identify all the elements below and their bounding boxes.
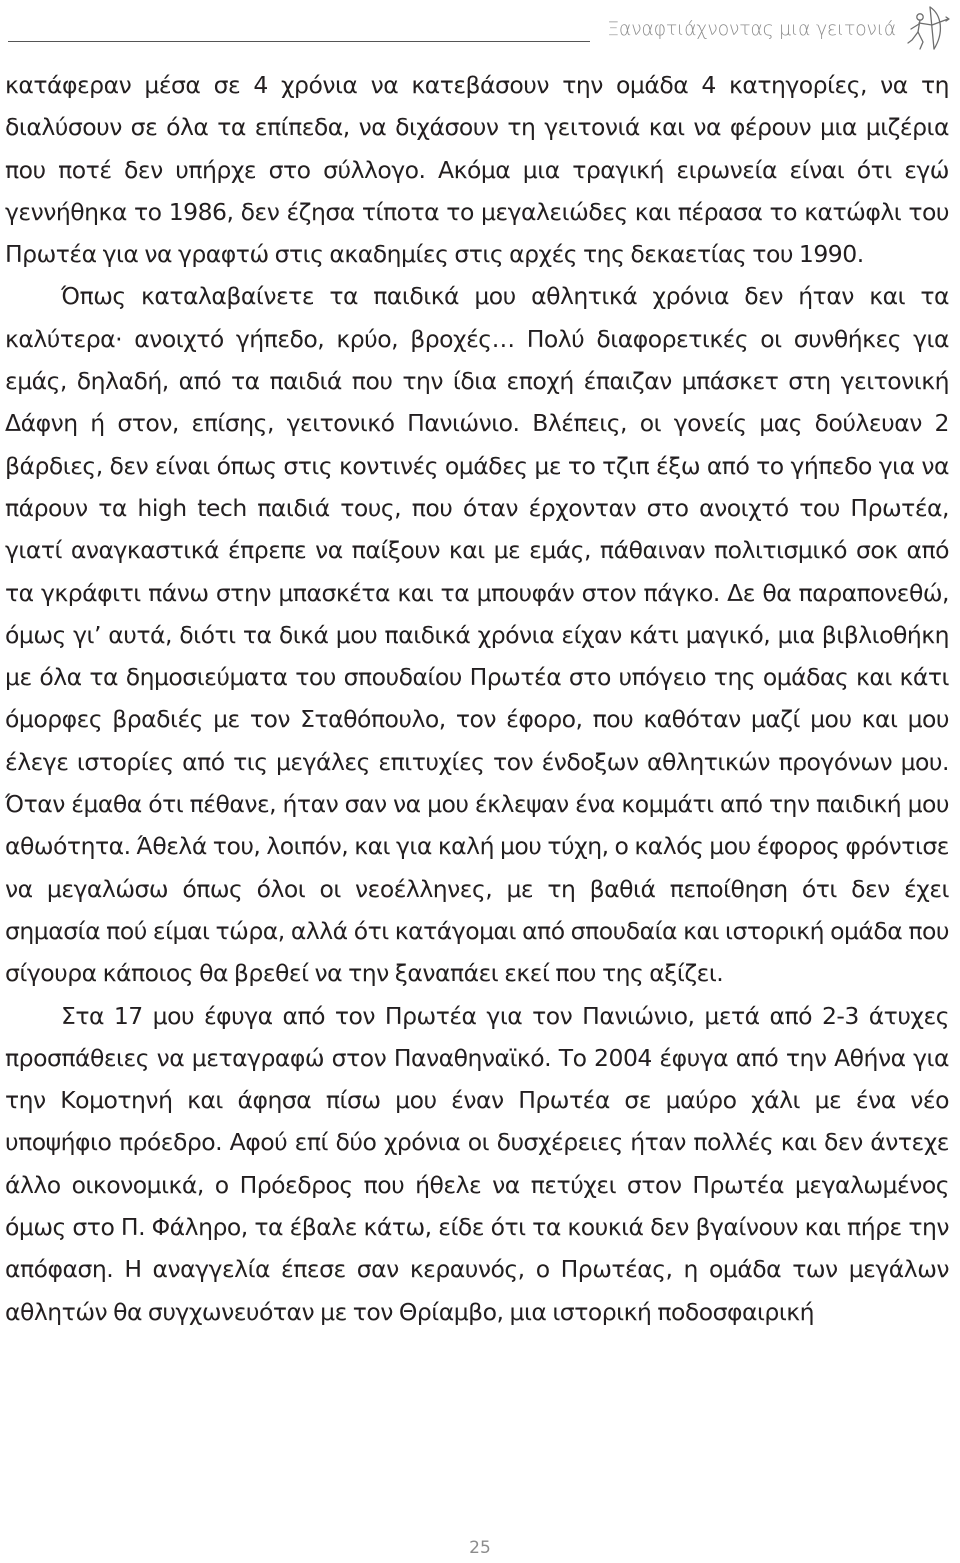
page-header xyxy=(0,0,960,62)
header-rule xyxy=(8,41,590,42)
paragraph: Στα 17 μου έφυγα από τον Πρωτέα για τον Πανιώνιο, μετά από 2-3 άτυχες προσπάθειες να μεταγραφώ στον Παναθηναϊκό. Το 2004 έφυγα από την Αθήνα για την Κομοτηνή και άφησα πίσω μου έναν Πρωτέα σε μαύρο χάλι με ένα νέο υποψήφιο πρόεδρο. Αφού επί δύο χρόνια οι δυσχέρειες ήταν πολλές και δεν άντεχε άλλο οικονομικά, ο Πρόεδρος που ήθελε να πετύχει στον Πρωτέα μεγαλωμένος όμως στο Π. Φάληρο, τα έβαλε κάτω, είδε ότι τα κουκιά δεν βγαίνουν και πήρε την απόφαση. Η αναγγελία έπεσε σαν κεραυνός, ο Πρωτέας, η ομάδα των μεγάλων αθλητών θα συγχωνευόταν με τον Θρίαμβο, μια ιστορική ποδοσφαιρική xyxy=(5,1001,949,1326)
page-number: 25 xyxy=(469,1538,491,1558)
archer-figure-icon xyxy=(904,3,954,53)
body-text xyxy=(5,64,949,1333)
paragraph: Όπως καταλαβαίνετε τα παιδικά μου αθλητικά χρόνια δεν ήταν και τα καλύτερα· ανοιχτό γήπεδο, κρύο, βροχές… Πολύ διαφορετικές οι συνθήκες για εμάς, δηλαδή, από τα παιδιά που την ίδια εποχή έπαιζαν μπάσκετ στη γειτονική Δάφνη ή στον, επίσης, γειτονικό Πανιώνιο. Βλέπεις, οι γονείς μας δούλευαν 2 βάρδιες, δεν είναι όπως στις κοντινές ομάδες με το τζιπ έξω από το γήπεδο για να πάρουν τα high tech παιδιά τους, που όταν έρχονταν στο ανοιχτό του Πρωτέα, γιατί αναγκαστικά έπρεπε να παίξουν και με εμάς, πάθαιναν πολιτισμικό σοκ από τα γκράφιτι πάνω στην μπασκέτα και τα μπουφάν στον πάγκο. Δε θα παραπονεθώ, όμως γι’ αυτά, διότι τα δικά μου παιδικά χρόνια είχαν κάτι μαγικό, μια βιβλιοθήκη με όλα τα δημοσιεύματα του σπουδαίου Πρωτέα στο υπόγειο της ομάδας και κάτι όμορφες βραδιές με τον Σταθόπουλο, τον έφορο, που καθόταν μαζί μου και μου έλεγε ιστορίες από τις μεγάλες επιτυχίες τον ένδοξων αθλητικών προγόνων μου. Όταν έμαθα ότι πέθανε, ήταν σαν να μου έκλεψαν ένα κομμάτι από την παιδική μου αθωότητα. Άθελά του, λοιπόν, και για καλή μου τύχη, ο καλός μου έφορος φρόντισε να μεγαλώσω όπως όλοι οι νεοέλληνες, με τη βαθιά πεποίθηση ότι δεν έχει σημασία πού είμαι τώρα, αλλά ότι κατάγομαι από σπουδαία και ιστορική ομάδα που σίγουρα κάποιος θα βρεθεί να την ξαναπάει εκεί που της αξίζει. xyxy=(5,282,949,988)
running-title: Ξαναφτιάχνοντας μια γειτονιά xyxy=(607,18,896,40)
paragraph: κατάφεραν μέσα σε 4 χρόνια να κατεβάσουν την ομάδα 4 κατηγορίες, να τη διαλύσουν σε όλα τα επίπεδα, να διχάσουν τη γειτονιά και να φέρουν μια μιζέρια που ποτέ δεν υπήρχε στο σύλλογο. Ακόμα μια τραγική ειρωνεία είναι ότι εγώ γεννήθηκα το 1986, δεν έζησα τίποτα το μεγαλειώδες και πέρασα το κατώφλι του Πρωτέα για να γραφτώ στις ακαδημίες στις αρχές της δεκαετίας του 1990. xyxy=(5,71,949,269)
